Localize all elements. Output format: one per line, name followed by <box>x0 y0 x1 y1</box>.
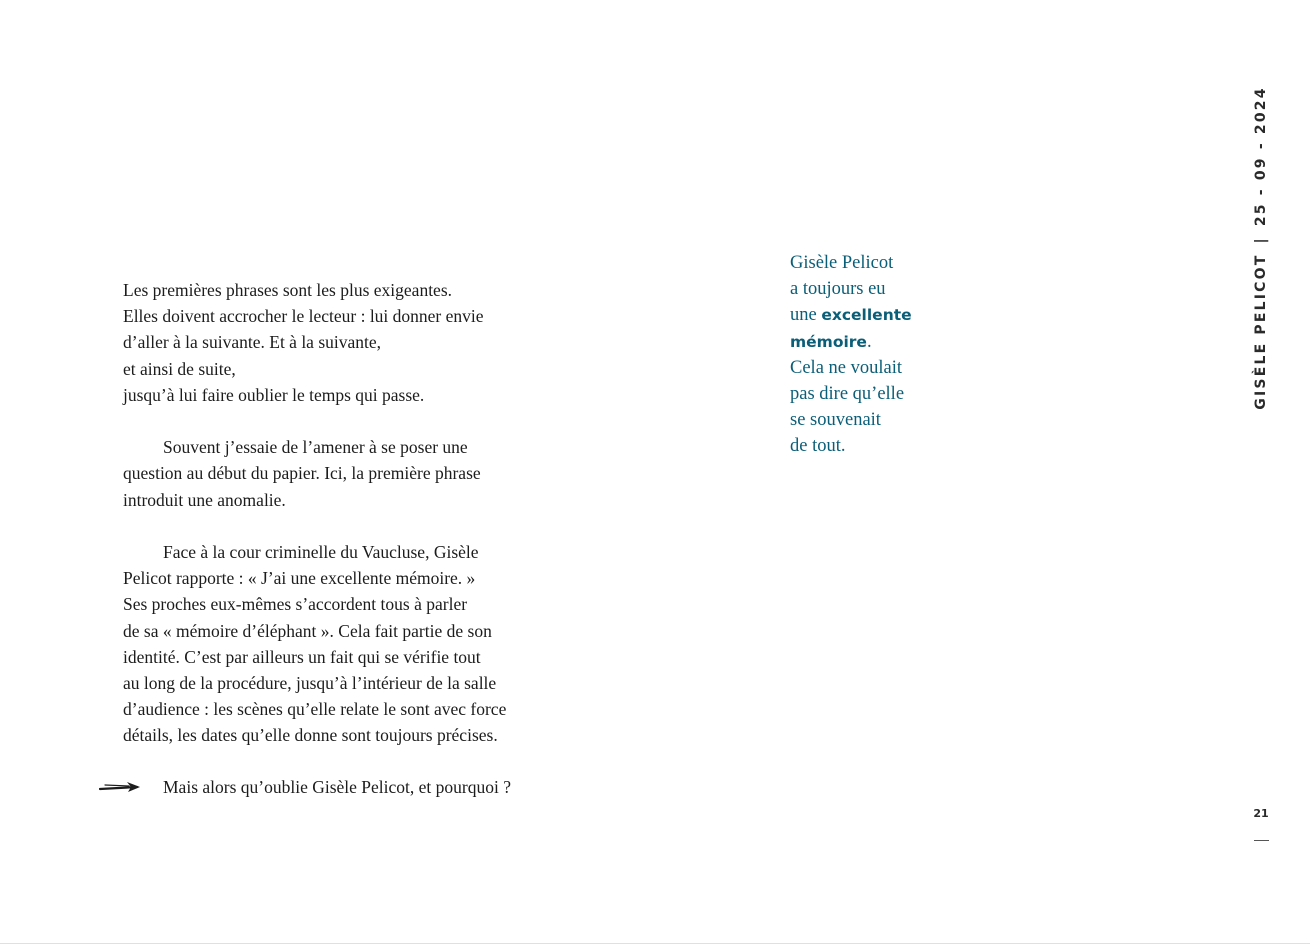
pullquote-line: a toujours eu <box>790 279 886 300</box>
pullquote-line: mémoire. <box>790 331 872 352</box>
pullquote-line: Gisèle Pelicot <box>790 253 894 273</box>
running-head-separator: | <box>1253 236 1269 244</box>
final-question: Mais alors qu’oublie Gisèle Pelicot, et pourquoi ? <box>163 777 511 797</box>
running-head-name: GISÈLE PELICOT <box>1253 253 1269 410</box>
pull-quote <box>790 250 950 460</box>
page-number-rule <box>1254 840 1269 841</box>
pullquote-line: de tout. <box>790 436 846 457</box>
pullquote-line: se souvenait <box>790 410 881 431</box>
pullquote-line: Cela ne voulait <box>790 357 902 378</box>
page-number: 21 <box>1253 807 1269 820</box>
main-text <box>123 277 543 775</box>
running-head-date: 25 - 09 - 2024 <box>1253 86 1269 227</box>
page-edge-divider <box>0 943 1310 944</box>
pullquote-emphasis: excellente <box>821 306 912 325</box>
running-head <box>1253 86 1269 409</box>
pullquote-emphasis: mémoire <box>790 332 867 351</box>
pullquote-line: pas dire qu’elle <box>790 384 905 405</box>
paragraph-intro: Les premières phrases sont les plus exigeantes. Elles doivent accrocher le lecteur : lui donner envie d’aller à la suivante. Et à la suivante, et ainsi de suite, jusqu’à lui faire oublier le temps qui passe. <box>123 280 484 405</box>
paragraph-anomaly: Face à la cour criminelle du Vaucluse, Gisèle Pelicot rapporte : « J’ai une excellente mémoire. » Ses proches eux-mêmes s’accordent tous à parler de sa « mémoire d’éléphant ». Cela fait partie de son identité. C’est par ailleurs un fait qui se vérifie tout au long de la procédure, jusqu’à l’intérieur de la salle d’audience : les scènes qu’elle relate le sont avec force détails, les dates qu’elle donne sont toujours précises. <box>123 542 507 746</box>
paragraph-question: Souvent j’essaie de l’amener à se poser une question au début du papier. Ici, la première phrase introduit une anomalie. <box>123 437 481 510</box>
pullquote-line: une excellente <box>790 305 912 326</box>
final-question-line <box>99 774 511 800</box>
arrow-right-icon <box>99 779 143 795</box>
